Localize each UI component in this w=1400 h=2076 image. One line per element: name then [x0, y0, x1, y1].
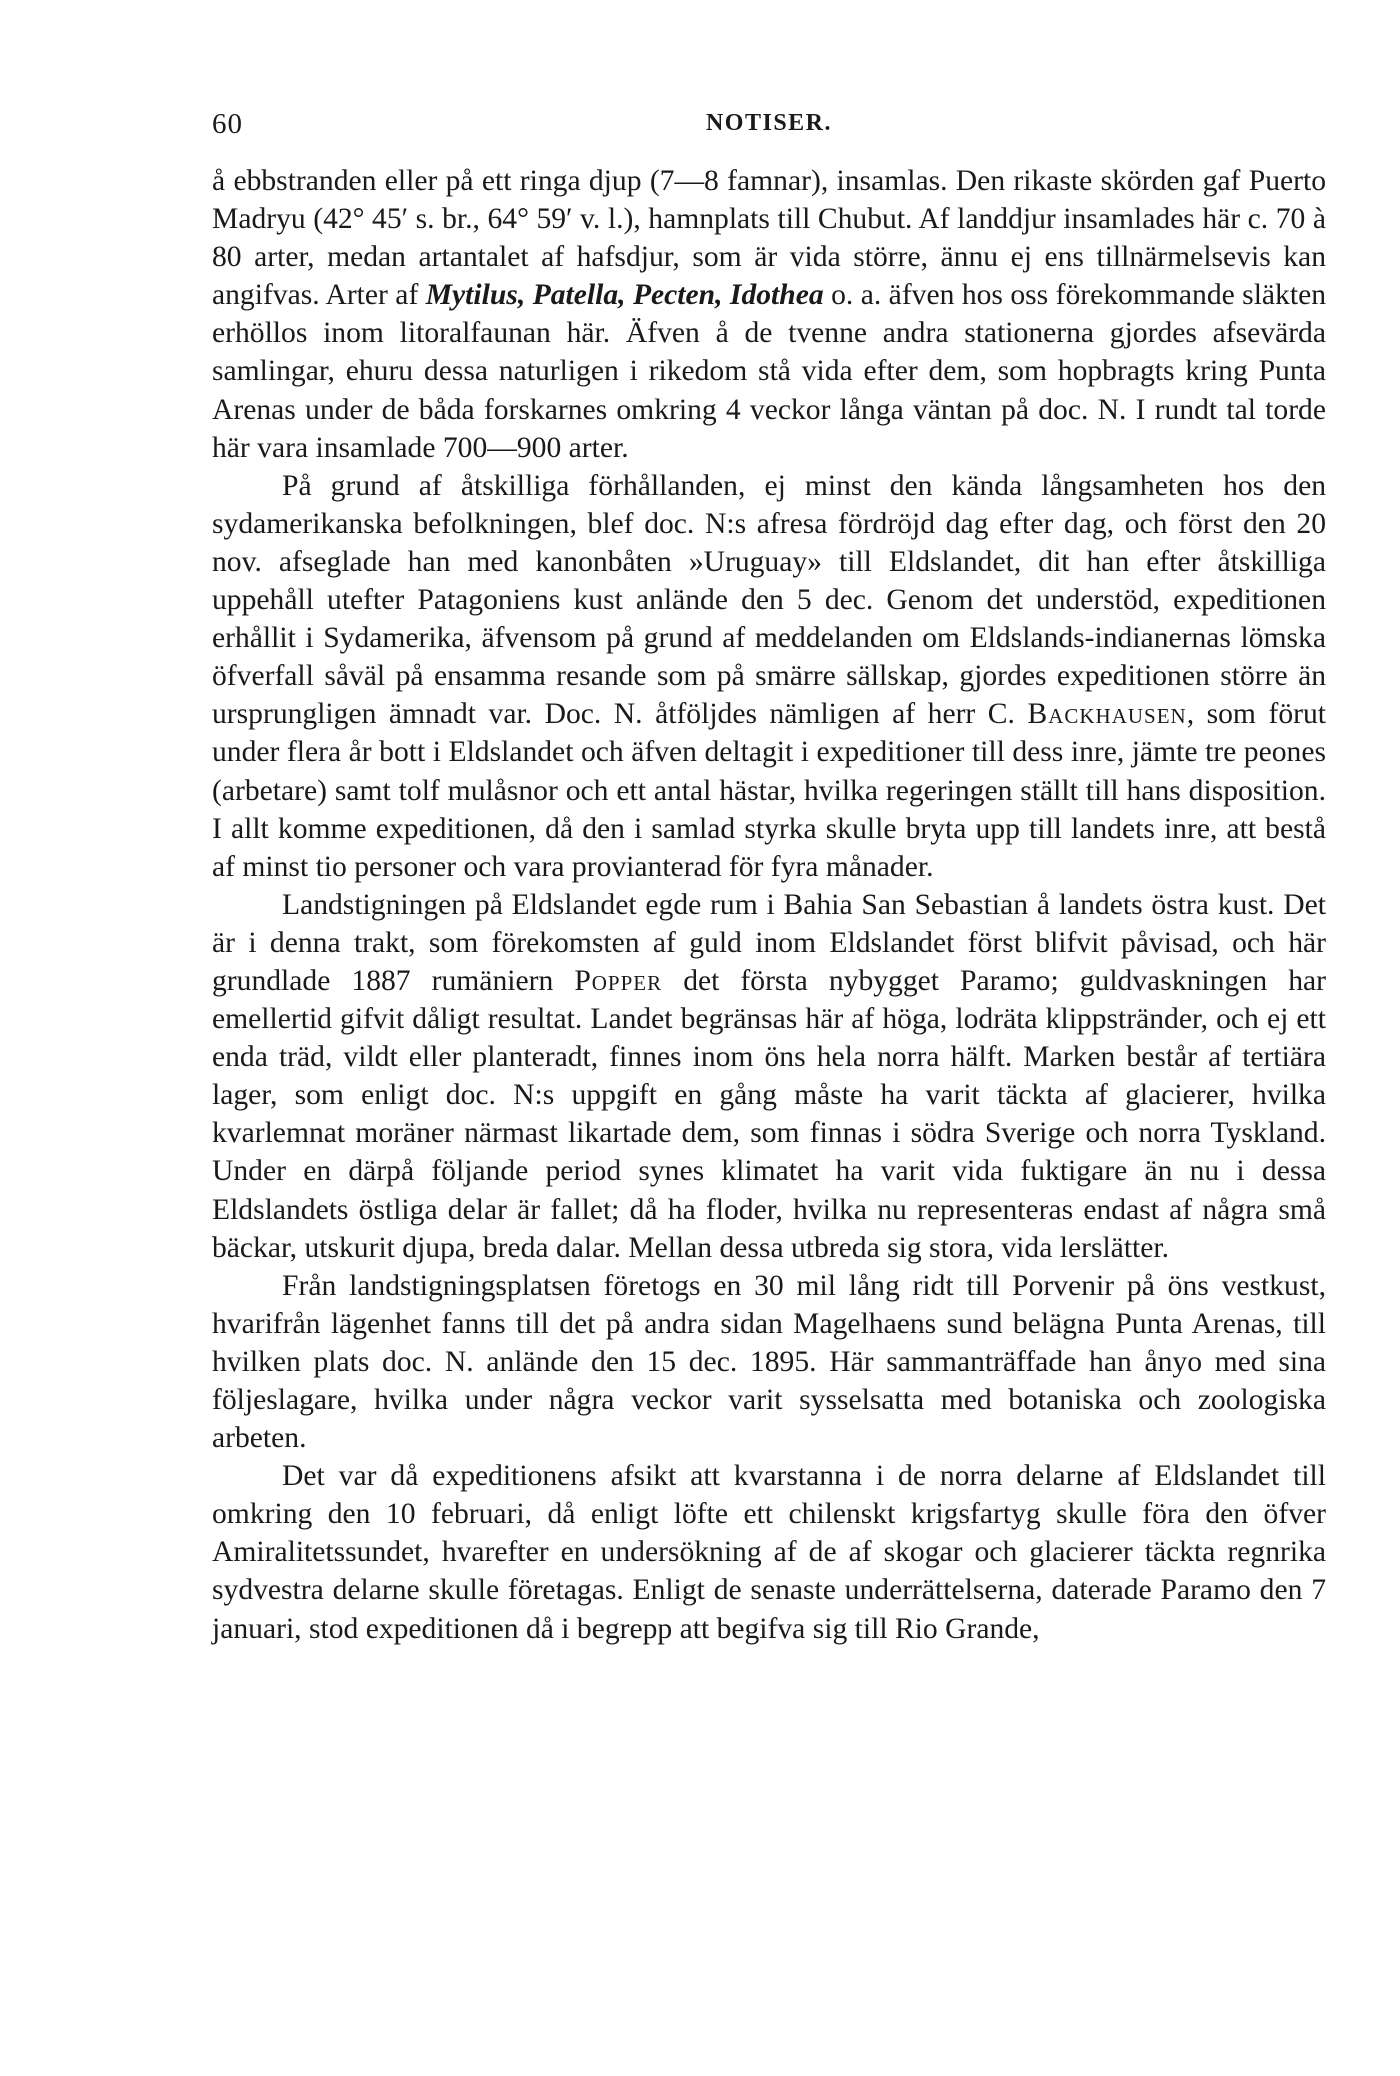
- paragraph-5-text: Det var då expeditionens afsikt att kvarstanna i de norra delarne af Eldslandet till omkring den 10 februari, då enligt löfte ett chilenskt krigsfartyg skulle föra den öfver Amiralitetssundet, hvarefter en undersökning af de af skogar och glacierer täckta regnrika sydvestra delarne skulle företagas. Enligt de senaste underrättelserna, daterade Paramo den 7 januari, stod expeditionen då i begrepp att begifva sig till Rio Grande,: [212, 1460, 1326, 1645]
- paragraph-5: [212, 1457, 1326, 1647]
- page-number: 60: [212, 108, 243, 140]
- paragraph-3-text-b: det första nybygget Paramo; guldvaskningen har emellertid gifvit dåligt resultat. Landet begränsas här af höga, lodräta klippstränder, och ej ett enda träd, vildt eller planteradt, finnes inom öns hela norra hälft. Marken består af tertiära lager, som enligt doc. N:s uppgift en gång måste ha varit täckta af glacierer, hvilka kvarlemnat moräner närmast likartade dem, som finnas i södra Sverige och norra Tyskland. Under en därpå följande period synes klimatet ha varit vida fuktigare än nu i dessa Eldslandets östliga delar är fallet; då ha floder, hvilka nu representeras endast af några små bäckar, utskurit djupa, breda dalar. Mellan dessa utbreda sig stora, vida lerslätter.: [212, 964, 1326, 1264]
- paragraph-2: [212, 467, 1326, 886]
- paragraph-3: [212, 886, 1326, 1267]
- paragraph-2-text-b: , som förut under flera år bott i Eldslandet och äfven deltagit i expeditioner till dess inre, jämte tre peones (arbetare) samt tolf mulåsnor och ett antal hästar, hvilka regeringen ställt till hans disposition. I allt komme expeditionen, då den i samlad styrka skulle bryta upp till landets inre, att bestå af minst tio personer och vara provianterad för fyra månader.: [212, 698, 1326, 883]
- paragraph-1-text-a: å ebbstranden eller på ett ringa djup (7—8 famnar), insamlas. Den rikaste skörden gaf Puerto Madryu (42° 45′ s. br., 64° 59′ v. l.), hamnplats till Chubut. Af landdjur insamlades här c. 70 à 80 arter, medan artantalet af hafsdjur, som är vida större, ännu ej ens tillnärmelsevis kan angifvas. Arter af: [212, 165, 1326, 312]
- paragraph-4: [212, 1267, 1326, 1457]
- paragraph-2-text-a: På grund af åtskilliga förhållanden, ej minst den kända långsamheten hos den sydamerikanska befolkningen, blef doc. N:s afresa fördröjd dag efter dag, och först den 20 nov. afseglade han med kanonbåten »Uruguay» till Eldslandet, dit han efter åtskilliga uppehåll utefter Patagoniens kust anlände den 5 dec. Genom det understöd, expeditionen erhållit i Sydamerika, äfvensom på grund af meddelanden om Eldslands-indianernas lömska öfverfall såväl på ensamma resande som på smärre sällskap, gjordes expeditionen större än ursprungligen ämnadt var. Doc. N. åtföljdes nämligen af herr C.: [212, 469, 1326, 731]
- page-header: [212, 108, 1326, 148]
- paragraph-1-text-b: o. a. äfven hos oss förekommande släkten erhöllos inom litoralfaunan här. Äfven å de tvenne andra stationerna gjordes afsevärda samlingar, ehuru dessa naturligen i rikedom stå vida efter dem, som hopbragts kring Punta Arenas under de båda forskarnes omkring 4 veckor långa väntan på doc. N. I rundt tal torde här vara insamlade 700—900 arter.: [212, 279, 1327, 464]
- person-name-popper: Popper: [574, 964, 663, 997]
- paragraph-1: [212, 162, 1326, 467]
- body-text: [212, 162, 1326, 1648]
- person-name-backhausen: Backhausen: [1027, 698, 1187, 731]
- genus-names: Mytilus, Patella, Pecten, Idothea: [425, 279, 824, 312]
- paragraph-3-text-a: Landstigningen på Eldslandet egde rum i Bahia San Sebastian å landets östra kust. Det är i denna trakt, som förekomsten af guld inom Eldslandet först blifvit påvisad, och här grundlade 1887 rumäniern: [212, 888, 1326, 997]
- paragraph-4-text: Från landstigningsplatsen företogs en 30 mil lång ridt till Porvenir på öns vestkust, hvarifrån lägenhet fanns till det på andra sidan Magelhaens sund belägna Punta Arenas, till hvilken plats doc. N. anlände den 15 dec. 1895. Här sammanträffade han ånyo med sina följeslagare, hvilka under några veckor varit sysselsatta med botaniska och zoologiska arbeten.: [212, 1269, 1326, 1455]
- running-title: NOTISER.: [705, 110, 833, 136]
